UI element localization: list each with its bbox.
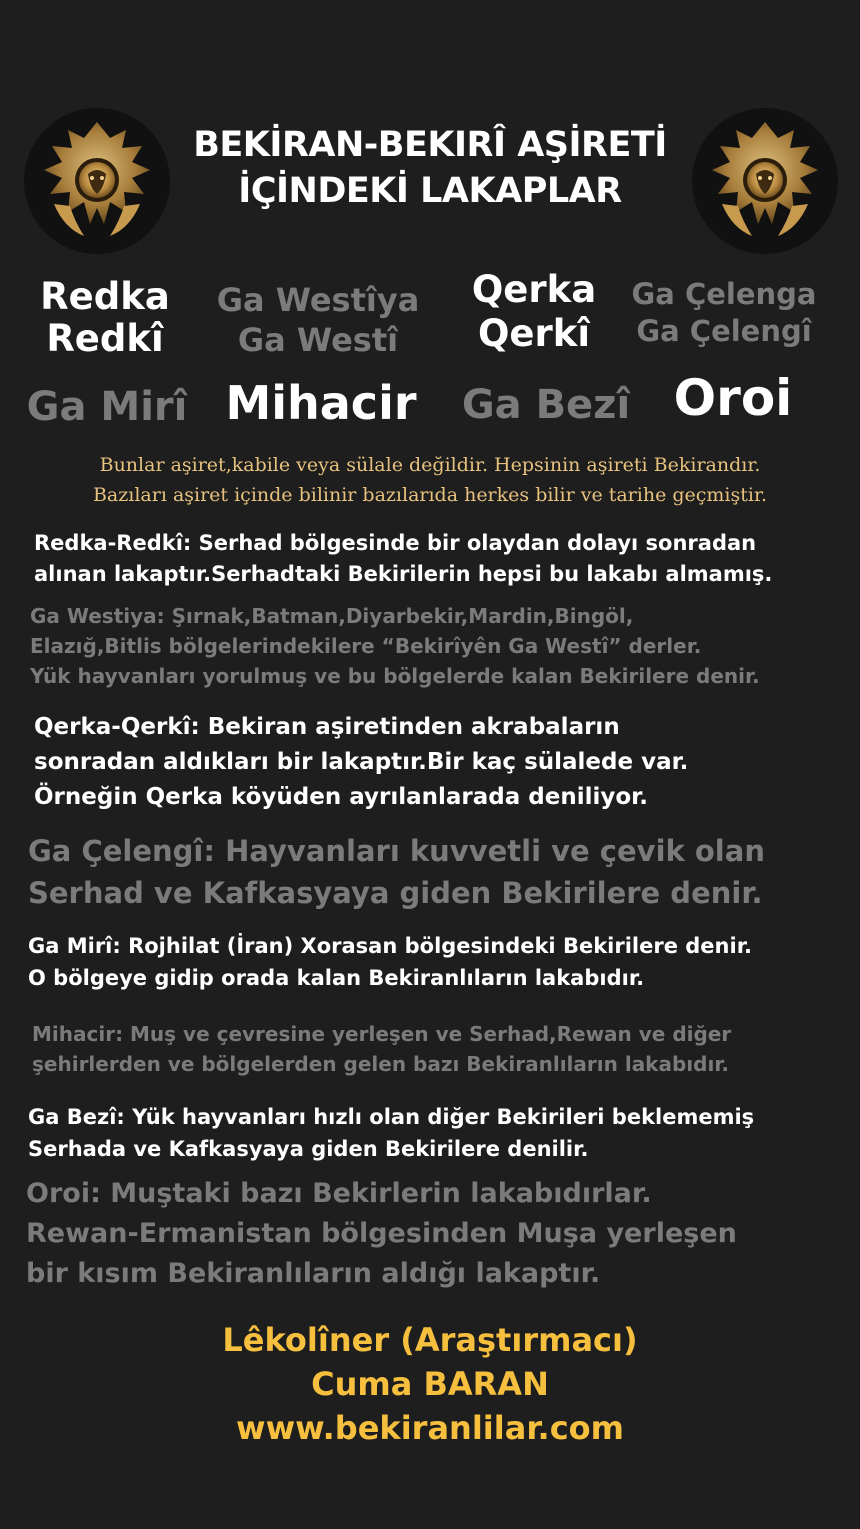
description-mihacir: Mihacir: Muş ve çevresine yerleşen ve Serhad,Rewan ve diğer şehirlerden ve bölgelerden gelen bazı Bekiranlıların lakabıdır. <box>32 1022 732 1076</box>
nickname-qerka: Qerka Qerkî <box>471 268 597 355</box>
nickname-miri: Ga Mirî <box>26 384 188 430</box>
footer <box>0 1318 860 1450</box>
emblem-left-icon <box>24 108 170 254</box>
description-redka: Redka-Redkî: Serhad bölgesinde bir olaydan dolayı sonradan alınan lakaptır.Serhadtaki Bekirilerin hepsi bu lakabı almamış. <box>34 531 773 586</box>
description-celengi: Ga Çelengî: Hayvanları kuvvetli ve çevik olan Serhad ve Kafkasyaya giden Bekirilere denir. <box>28 834 765 910</box>
nickname-mihacir: Mihacir <box>225 376 417 430</box>
nickname-westiya: Ga Westîya Ga Westî <box>216 281 420 359</box>
title-line-2: İÇİNDEKİ LAKAPLAR <box>238 171 622 211</box>
note: Bunlar aşiret,kabile veya sülale değildir. Hepsinin aşireti Bekirandır. Bazıları aşiret içinde bilinir bazılarıda herkes bilir ve tarihe geçmiştir. <box>92 454 768 506</box>
description-oroi: Oroi: Muştaki bazı Bekirlerin lakabıdırlar. Rewan-Ermanistan bölgesinden Muşa yerleşen bir kısım Bekiranlıların aldığı lakaptır. <box>26 1178 737 1289</box>
description-miri: Ga Mirî: Rojhilat (İran) Xorasan bölgesindeki Bekirilere denir. O bölgeye gidip orada kalan Bekiranlıların lakabıdır. <box>28 934 753 990</box>
nickname-oroi: Oroi <box>673 369 793 427</box>
description-westiya: Ga Westiya: Şırnak,Batman,Diyarbekir,Mardin,Bingöl, Elazığ,Bitlis bölgelerindekilere “Bekirîyên Ga Westî” derler. Yük hayvanları yorulmuş ve bu bölgelerde kalan Bekirilere denir. <box>30 604 760 688</box>
nickname-redka: Redka Redkî <box>40 275 170 360</box>
footer-researcher: Lêkolîner (Araştırmacı) <box>222 1321 638 1359</box>
nickname-celenga: Ga Çelenga Ga Çelengî <box>631 277 817 348</box>
page-title <box>170 122 690 214</box>
footer-name: Cuma BARAN <box>311 1365 549 1403</box>
nickname-bezi: Ga Bezî <box>461 382 631 428</box>
title-line-1: BEKİRAN-BEKIRÎ AŞİRETİ <box>193 125 667 165</box>
footer-website-link[interactable]: www.bekiranlilar.com <box>236 1409 624 1447</box>
emblem-right-icon <box>692 108 838 254</box>
description-bezi: Ga Bezî: Yük hayvanları hızlı olan diğer Bekirileri beklememiş Serhada ve Kafkasyaya giden Bekirilere denilir. <box>28 1105 755 1161</box>
description-qerka: Qerka-Qerkî: Bekiran aşiretinden akrabaların sonradan aldıkları bir lakaptır.Bir kaç sülalede var. Örneğin Qerka köyüden ayrılanlarada deniliyor. <box>34 714 689 810</box>
